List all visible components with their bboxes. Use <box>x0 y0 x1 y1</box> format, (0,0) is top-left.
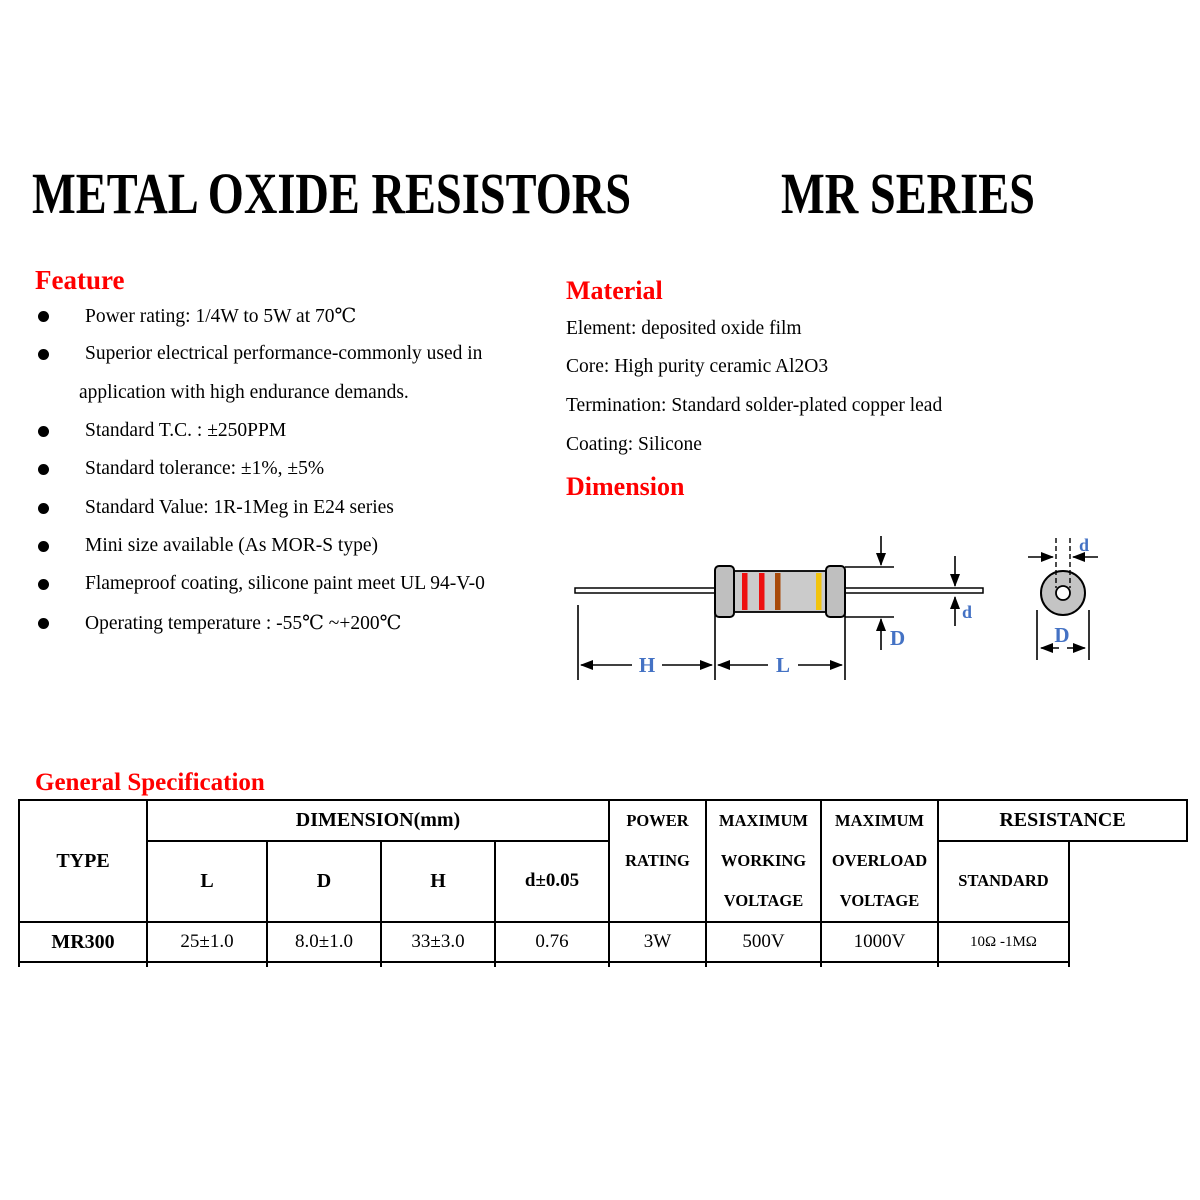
row-stub <box>19 962 147 967</box>
overload-line: VOLTAGE <box>839 891 920 910</box>
col-header-max-overload-voltage <box>821 800 938 922</box>
row-stub <box>495 962 609 967</box>
feature-item <box>35 335 555 373</box>
feature-item-text: Standard Value: 1R-1Meg in E24 series <box>85 497 394 518</box>
working-line: WORKING <box>720 851 807 870</box>
bullet-icon <box>38 503 49 514</box>
bullet-icon <box>38 349 49 360</box>
feature-heading: Feature <box>35 265 125 295</box>
feature-item <box>35 450 555 488</box>
working-line: VOLTAGE <box>723 891 804 910</box>
col-group-dimension: DIMENSION(mm) <box>147 800 609 841</box>
resistor-right-lead <box>845 588 983 593</box>
material-line-text: Element: deposited oxide film <box>566 318 802 339</box>
row-stub <box>821 962 938 967</box>
label-body-diameter: D <box>890 626 906 650</box>
feature-item <box>35 489 555 527</box>
col-header-d-tolerance: d±0.05 <box>495 841 609 922</box>
power-line: POWER <box>626 811 689 830</box>
color-band-red-2 <box>759 573 765 610</box>
feature-item-text: Operating temperature : -55℃ ~+200℃ <box>85 613 402 634</box>
cell-d-lead: 0.76 <box>495 922 609 962</box>
col-header-l: L <box>147 841 267 922</box>
resistor-dimension-diagram <box>560 520 1200 705</box>
col-header-type: TYPE <box>19 800 147 922</box>
row-stub <box>938 962 1069 967</box>
cell-resistance-range: 10Ω -1MΩ <box>938 922 1069 962</box>
end-view-lead-hole <box>1056 586 1070 600</box>
feature-item <box>35 604 555 642</box>
material-line-text: Termination: Standard solder-plated copper lead <box>566 395 943 416</box>
feature-item-text: Standard tolerance: ±1%, ±5% <box>85 458 325 479</box>
working-line: MAXIMUM <box>719 811 808 830</box>
feature-item <box>35 527 555 565</box>
feature-item-text: Flameproof coating, silicone paint meet UL 94-V-0 <box>85 573 485 594</box>
feature-item-text: Standard T.C. : ±250PPM <box>85 420 287 441</box>
row-stub <box>609 962 706 967</box>
color-band-brown <box>775 573 781 610</box>
label-lead-length: H <box>638 653 656 677</box>
feature-item <box>35 565 555 603</box>
material-line <box>566 426 1126 464</box>
cell-l: 25±1.0 <box>147 922 267 962</box>
material-line-text: Core: High purity ceramic Al2O3 <box>566 356 829 377</box>
col-header-max-working-voltage <box>706 800 821 922</box>
resistor-left-cap <box>715 566 734 617</box>
bullet-icon <box>38 311 49 322</box>
empty-cell <box>1069 962 1187 967</box>
feature-item-text: Superior electrical performance-commonly used in <box>85 343 483 364</box>
bullet-icon <box>38 464 49 475</box>
general-spec-heading: General Specification <box>35 769 265 796</box>
material-line <box>566 348 1126 386</box>
row-stub <box>381 962 495 967</box>
cell-working-voltage: 500V <box>706 922 821 962</box>
dimension-heading: Dimension <box>566 472 685 501</box>
material-heading: Material <box>566 276 663 305</box>
label-lead-diameter: d <box>962 602 973 622</box>
label-end-lead-diameter: d <box>1078 535 1090 555</box>
empty-cell <box>1069 922 1187 962</box>
bullet-icon <box>38 426 49 437</box>
cell-overload-voltage: 1000V <box>821 922 938 962</box>
material-line <box>566 310 1126 348</box>
overload-line: OVERLOAD <box>831 851 928 870</box>
feature-item-text: application with high endurance demands. <box>79 382 409 403</box>
label-body-length: L <box>775 653 791 677</box>
col-header-standard: STANDARD <box>938 841 1069 922</box>
bullet-icon <box>38 579 49 590</box>
row-stub <box>147 962 267 967</box>
col-group-resistance: RESISTANCE <box>938 800 1187 841</box>
overload-line: MAXIMUM <box>835 811 924 830</box>
feature-item-wrap <box>35 374 555 412</box>
page-title: METAL OXIDE RESISTORS <box>32 161 632 226</box>
bullet-icon <box>38 618 49 629</box>
cell-type: MR300 <box>19 922 147 962</box>
cell-power: 3W <box>609 922 706 962</box>
cropped-next-row <box>19 962 1187 967</box>
label-end-body-diameter: D <box>1054 623 1070 647</box>
page-title-series: MR SERIES <box>781 161 1035 226</box>
col-header-h: H <box>381 841 495 922</box>
empty-cell <box>1069 841 1187 922</box>
feature-item <box>35 412 555 450</box>
feature-item-text: Power rating: 1/4W to 5W at 70℃ <box>85 306 357 327</box>
material-line <box>566 387 1126 425</box>
cell-h: 33±3.0 <box>381 922 495 962</box>
row-stub <box>267 962 381 967</box>
resistor-right-cap <box>826 566 845 617</box>
color-band-yellow <box>816 573 822 610</box>
feature-item <box>35 297 555 335</box>
power-line: RATING <box>625 851 690 870</box>
resistor-left-lead <box>575 588 715 593</box>
bullet-icon <box>38 541 49 552</box>
feature-item-text: Mini size available (As MOR-S type) <box>85 535 378 556</box>
row-stub <box>706 962 821 967</box>
table-row <box>19 922 1187 962</box>
col-header-power-rating <box>609 800 706 922</box>
col-header-d: D <box>267 841 381 922</box>
material-line-text: Coating: Silicone <box>566 434 702 455</box>
color-band-red-1 <box>742 573 748 610</box>
cell-d: 8.0±1.0 <box>267 922 381 962</box>
general-spec-table <box>18 799 1188 967</box>
